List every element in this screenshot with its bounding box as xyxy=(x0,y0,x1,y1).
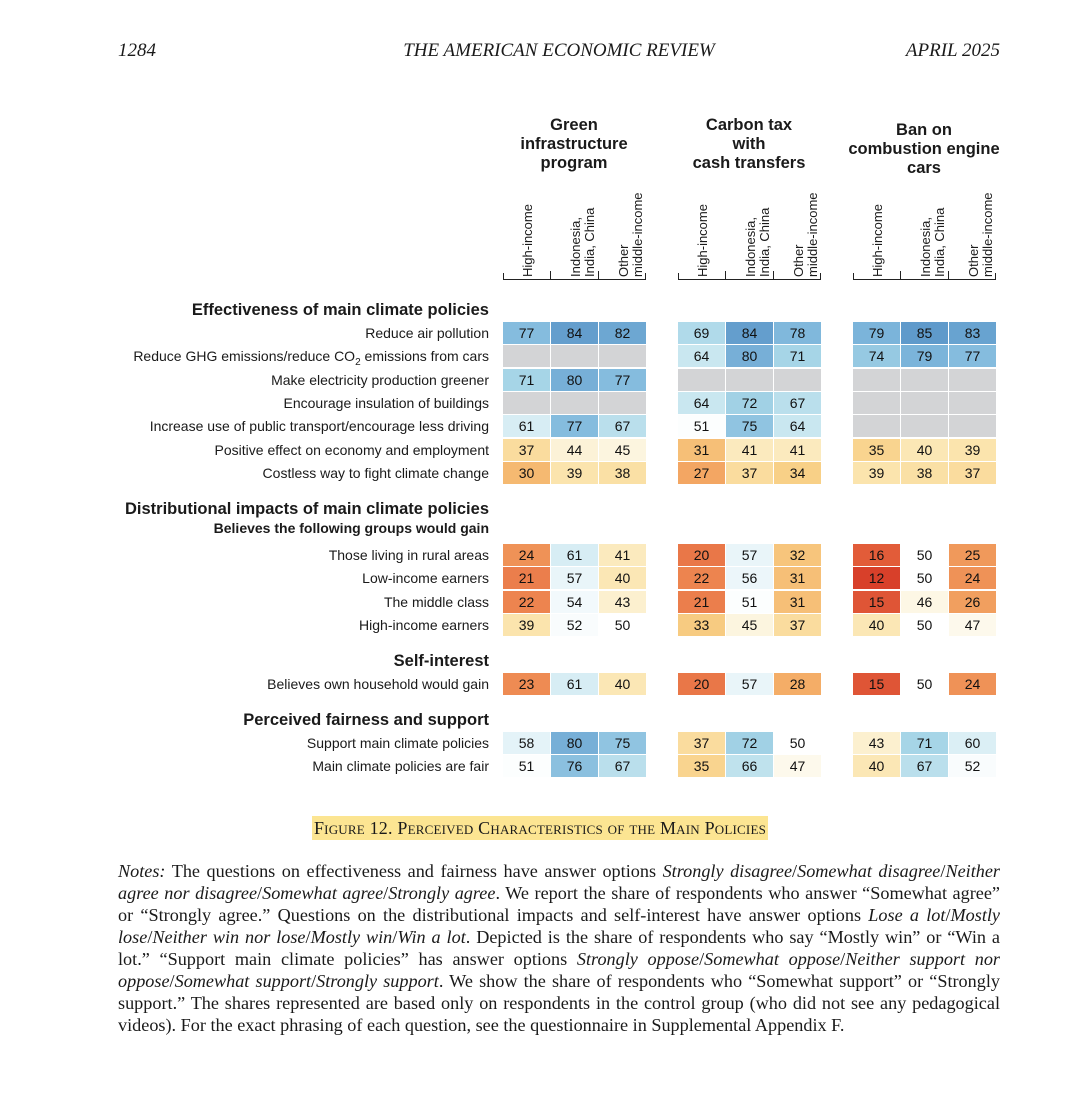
heatmap-cell: 77 xyxy=(599,369,646,391)
figure-notes: Notes: The questions on effectiveness and fairness have answer options Strongly disagree/Somewhat disagree/Neither agree nor disagree/Somewhat agree/Strongly agree. We report the share of respondents who answer “Somewhat agree” or “Strongly agree.” Questions on the distributional impacts and self-interest have answer options Lose a lot/Mostly lose/Neither win nor lose/Mostly win/Win a lot. Depicted is the share of respondents who say “Mostly win” or “Win a lot.” “Support main climate policies” has answer options Strongly oppose/Somewhat oppose/Neither support nor oppose/Somewhat support/Strongly support. We show the share of respondents who “Somewhat support” or “Strongly support.” The shares represented are based only on respondents in the control group (who did not see any pedagogical videos). For the exact phrasing of each question, see the questionnaire in Supplemental Appendix F. xyxy=(118,861,1001,1035)
heatmap-cell: 40 xyxy=(853,755,900,777)
heatmap-cell: 41 xyxy=(774,439,821,461)
heatmap-cell: 43 xyxy=(853,732,900,754)
heatmap-cell: 21 xyxy=(503,567,550,589)
heatmap-cell: 52 xyxy=(551,614,598,636)
heatmap-cell: 67 xyxy=(774,392,821,414)
heatmap-cell: 67 xyxy=(901,755,948,777)
heatmap-cell xyxy=(503,345,550,367)
heatmap-cell: 39 xyxy=(853,462,900,484)
heatmap-cell: 64 xyxy=(774,415,821,437)
heatmap-cell xyxy=(901,392,948,414)
row-label: Low-income earners xyxy=(362,570,489,587)
heatmap-cell: 57 xyxy=(726,544,773,566)
heatmap-cell xyxy=(678,369,725,391)
group-bracket xyxy=(503,273,646,280)
row-label: Make electricity production greener xyxy=(271,371,489,388)
heatmap-cell: 77 xyxy=(503,322,550,344)
group-title-line: Carbon tax xyxy=(705,116,793,134)
row-label: Those living in rural areas xyxy=(328,547,489,563)
heatmap-cell: 50 xyxy=(599,614,646,636)
heatmap-cell: 50 xyxy=(901,544,948,566)
column-label-line: Other xyxy=(966,244,981,277)
column-label xyxy=(569,208,597,277)
heatmap-cell: 51 xyxy=(726,591,773,613)
section-title: Self-interest xyxy=(393,652,489,670)
heatmap-cell: 40 xyxy=(599,567,646,589)
bracket-tick xyxy=(550,271,551,279)
heatmap-cell: 77 xyxy=(551,415,598,437)
heatmap-cell: 24 xyxy=(949,567,996,589)
heatmap-cell: 60 xyxy=(949,732,996,754)
heatmap-cell: 72 xyxy=(726,392,773,414)
heatmap-cell: 80 xyxy=(551,369,598,391)
heatmap-cell xyxy=(503,392,550,414)
issue-date: APRIL 2025 xyxy=(905,40,1000,61)
heatmap-cell xyxy=(726,369,773,391)
heatmap-cell: 31 xyxy=(678,439,725,461)
heatmap-cell: 58 xyxy=(503,732,550,754)
heatmap-cell: 54 xyxy=(551,591,598,613)
heatmap-cell xyxy=(551,345,598,367)
heatmap-cell: 71 xyxy=(503,369,550,391)
heatmap-cell: 15 xyxy=(853,591,900,613)
bracket-tick xyxy=(773,271,774,279)
heatmap-cell: 23 xyxy=(503,673,550,695)
column-label-line: Other xyxy=(616,244,631,277)
heatmap-cell: 69 xyxy=(678,322,725,344)
heatmap-cell: 45 xyxy=(726,614,773,636)
column-label xyxy=(871,204,885,277)
row-label: Reduce air pollution xyxy=(365,325,489,341)
column-label xyxy=(617,192,645,277)
figure-caption-wrap xyxy=(0,818,1080,839)
column-label-line: Indonesia, xyxy=(918,217,933,277)
heatmap-cell: 39 xyxy=(503,614,550,636)
column-label-line: High-income xyxy=(695,204,710,277)
heatmap-cell: 30 xyxy=(503,462,550,484)
column-label-line: middle-income xyxy=(630,192,645,277)
heatmap-cell: 12 xyxy=(853,567,900,589)
heatmap-cell: 45 xyxy=(599,439,646,461)
heatmap-cell: 78 xyxy=(774,322,821,344)
heatmap-cell: 51 xyxy=(678,415,725,437)
heatmap-cell: 22 xyxy=(503,591,550,613)
row-label: Main climate policies are fair xyxy=(312,758,489,775)
heatmap-cell: 15 xyxy=(853,673,900,695)
heatmap-cell xyxy=(949,392,996,414)
group-bracket xyxy=(678,273,821,280)
column-label-line: India, China xyxy=(932,207,947,277)
heatmap-cell: 72 xyxy=(726,732,773,754)
heatmap-cell: 80 xyxy=(551,732,598,754)
heatmap-cell: 24 xyxy=(949,673,996,695)
heatmap-cell: 35 xyxy=(678,755,725,777)
heatmap-cell: 80 xyxy=(726,345,773,367)
heatmap-cell xyxy=(853,415,900,437)
heatmap-cell: 37 xyxy=(726,462,773,484)
heatmap-cell: 74 xyxy=(853,345,900,367)
heatmap-cell: 40 xyxy=(901,439,948,461)
row-label: Increase use of public transport/encourage less driving xyxy=(149,418,489,435)
heatmap-cell: 66 xyxy=(726,755,773,777)
heatmap-cell: 71 xyxy=(901,732,948,754)
heatmap-cell xyxy=(949,369,996,391)
column-label-line: High-income xyxy=(870,204,885,277)
heatmap-cell xyxy=(599,392,646,414)
heatmap-cell: 40 xyxy=(853,614,900,636)
group-title-line: Ban on xyxy=(896,121,952,139)
heatmap-cell: 79 xyxy=(901,345,948,367)
heatmap-cell: 84 xyxy=(551,322,598,344)
heatmap-cell: 37 xyxy=(774,614,821,636)
bracket-tick xyxy=(725,271,726,279)
column-label-line: High-income xyxy=(520,204,535,277)
heatmap-cell: 37 xyxy=(503,439,550,461)
group-title-line: combustion engine xyxy=(848,140,1000,158)
column-label-line: Other xyxy=(791,244,806,277)
heatmap-cell: 16 xyxy=(853,544,900,566)
heatmap-cell: 34 xyxy=(774,462,821,484)
group-title-line: program xyxy=(540,154,608,172)
heatmap-cell xyxy=(901,369,948,391)
column-label-line: middle-income xyxy=(980,192,995,277)
heatmap-cell: 38 xyxy=(599,462,646,484)
heatmap-cell: 76 xyxy=(551,755,598,777)
group-title xyxy=(659,116,839,173)
heatmap-cell: 40 xyxy=(599,673,646,695)
heatmap-cell: 22 xyxy=(678,567,725,589)
section-title: Perceived fairness and support xyxy=(243,711,489,729)
heatmap-cell: 25 xyxy=(949,544,996,566)
column-label-line: Indonesia, xyxy=(568,217,583,277)
heatmap-cell: 39 xyxy=(551,462,598,484)
heatmap-cell: 31 xyxy=(774,591,821,613)
journal-title: THE AMERICAN ECONOMIC REVIEW xyxy=(403,40,715,61)
bracket-tick xyxy=(900,271,901,279)
row-label: Positive effect on economy and employment xyxy=(214,441,489,458)
group-bracket xyxy=(853,273,996,280)
heatmap-cell: 24 xyxy=(503,544,550,566)
heatmap-cell: 50 xyxy=(901,614,948,636)
page-number: 1284 xyxy=(118,40,156,61)
heatmap-cell: 28 xyxy=(774,673,821,695)
column-label-line: middle-income xyxy=(805,192,820,277)
group-title-line: with xyxy=(732,135,766,153)
heatmap-cell: 52 xyxy=(949,755,996,777)
heatmap-cell: 79 xyxy=(853,322,900,344)
heatmap-cell: 71 xyxy=(774,345,821,367)
heatmap-cell: 85 xyxy=(901,322,948,344)
heatmap-cell xyxy=(949,415,996,437)
heatmap-cell: 57 xyxy=(726,673,773,695)
section-subtitle: Believes the following groups would gain xyxy=(213,520,489,536)
heatmap-cell xyxy=(853,369,900,391)
column-label-line: Indonesia, xyxy=(743,217,758,277)
heatmap-cell: 20 xyxy=(678,673,725,695)
heatmap-cell: 64 xyxy=(678,345,725,367)
heatmap-cell: 35 xyxy=(853,439,900,461)
heatmap-cell: 50 xyxy=(901,673,948,695)
heatmap-cell: 57 xyxy=(551,567,598,589)
section-title: Effectiveness of main climate policies xyxy=(191,301,489,319)
heatmap-cell: 83 xyxy=(949,322,996,344)
row-label: Reduce GHG emissions/reduce $CO_2$ emissions from cars xyxy=(133,348,489,369)
heatmap-cell: 38 xyxy=(901,462,948,484)
heatmap-cell: 39 xyxy=(949,439,996,461)
column-label xyxy=(919,208,947,277)
column-label xyxy=(744,208,772,277)
heatmap-cell: 20 xyxy=(678,544,725,566)
figure-caption: Figure 12. Perceived Characteristics of the Main Policies xyxy=(313,818,767,838)
heatmap-cell xyxy=(901,415,948,437)
heatmap-cell xyxy=(599,345,646,367)
row-label: Encourage insulation of buildings xyxy=(283,394,489,411)
row-label: High-income earners xyxy=(359,616,489,633)
heatmap-cell xyxy=(551,392,598,414)
column-label xyxy=(521,204,535,277)
row-label: Costless way to fight climate change xyxy=(262,464,489,481)
heatmap-cell: 56 xyxy=(726,567,773,589)
group-title-line: cash transfers xyxy=(692,154,806,172)
row-label: Believes own household would gain xyxy=(267,676,489,692)
heatmap-cell: 67 xyxy=(599,755,646,777)
heatmap-cell: 32 xyxy=(774,544,821,566)
heatmap-cell: 26 xyxy=(949,591,996,613)
heatmap-cell: 50 xyxy=(774,732,821,754)
group-title-line: Green xyxy=(550,116,598,134)
heatmap-cell: 61 xyxy=(551,544,598,566)
bracket-tick xyxy=(948,271,949,279)
heatmap-cell xyxy=(774,369,821,391)
heatmap-cell: 61 xyxy=(503,415,550,437)
heatmap-cell: 27 xyxy=(678,462,725,484)
heatmap-cell: 44 xyxy=(551,439,598,461)
heatmap-cell: 46 xyxy=(901,591,948,613)
heatmap-cell: 84 xyxy=(726,322,773,344)
bracket-tick xyxy=(598,271,599,279)
heatmap-cell: 33 xyxy=(678,614,725,636)
heatmap-cell: 77 xyxy=(949,345,996,367)
heatmap-cell: 75 xyxy=(599,732,646,754)
heatmap-cell: 41 xyxy=(599,544,646,566)
group-title xyxy=(834,121,1014,178)
heatmap-cell: 37 xyxy=(678,732,725,754)
row-label: Support main climate policies xyxy=(306,735,489,751)
heatmap-cell: 43 xyxy=(599,591,646,613)
column-label xyxy=(792,192,820,277)
heatmap-cell: 75 xyxy=(726,415,773,437)
column-label-line: India, China xyxy=(582,207,597,277)
heatmap-cell: 67 xyxy=(599,415,646,437)
group-title xyxy=(484,116,664,173)
heatmap-cell: 31 xyxy=(774,567,821,589)
column-label xyxy=(696,204,710,277)
heatmap-cell: 64 xyxy=(678,392,725,414)
column-label xyxy=(967,192,995,277)
heatmap-cell: 47 xyxy=(949,614,996,636)
heatmap-cell: 21 xyxy=(678,591,725,613)
column-label-line: India, China xyxy=(757,207,772,277)
heatmap-cell: 41 xyxy=(726,439,773,461)
group-title-line: cars xyxy=(907,159,941,177)
group-title-line: infrastructure xyxy=(520,135,628,153)
heatmap-cell xyxy=(853,392,900,414)
section-title: Distributional impacts of main climate policies xyxy=(125,500,489,518)
heatmap-cell: 51 xyxy=(503,755,550,777)
heatmap-cell: 47 xyxy=(774,755,821,777)
heatmap-cell: 37 xyxy=(949,462,996,484)
heatmap-cell: 61 xyxy=(551,673,598,695)
row-label: The middle class xyxy=(383,593,489,610)
heatmap-cell: 82 xyxy=(599,322,646,344)
heatmap-cell: 50 xyxy=(901,567,948,589)
